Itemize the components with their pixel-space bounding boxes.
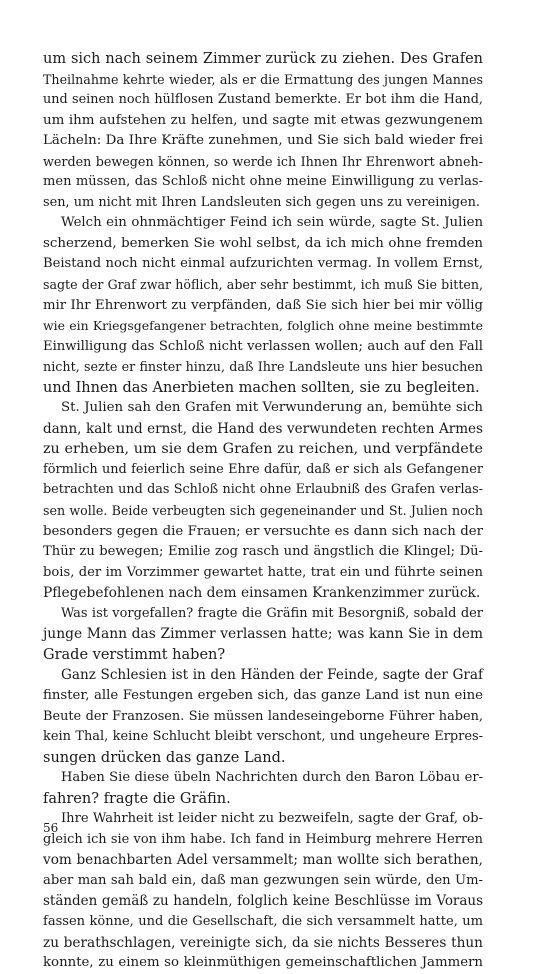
- text-line: vom benachbarten Adel versammelt; man wollte sich berathen,: [43, 852, 483, 869]
- text-line: förmlich und feierlich seine Ehre dafür, daß er sich als Gefangener: [43, 461, 483, 477]
- text-line: Lächeln: Da Ihre Kräfte zunehmen, und Sie sich bald wieder frei: [43, 133, 483, 149]
- text-line: und seinen noch hülflosen Zustand bemerkte. Er bot ihm die Hand,: [43, 92, 483, 108]
- text-line: mir Ihr Ehrenwort zu verpfänden, daß Sie sich hier bei mir völlig: [43, 297, 483, 313]
- text-line: scherzend, bemerken Sie wohl selbst, da ich mich ohne fremden: [43, 235, 483, 251]
- text-line: junge Mann das Zimmer verlassen hatte; was kann Sie in dem: [43, 626, 483, 643]
- body-text: [43, 49, 483, 974]
- text-line: zu erheben, um sie dem Grafen zu reichen, und verpfändete: [43, 441, 483, 458]
- text-line: Beistand noch nicht einmal aufzurichten vermag. In vollem Ernst,: [43, 256, 483, 272]
- text-line: Haben Sie diese übeln Nachrichten durch den Baron Löbau er-: [61, 770, 483, 786]
- text-line: fahren? fragte die Gräfin.: [43, 790, 231, 807]
- text-line: und Ihnen das Anerbieten machen sollten, sie zu begleiten.: [43, 379, 480, 396]
- page-number: 56: [43, 821, 59, 835]
- text-line: Ganz Schlesien ist in den Händen der Feinde, sagte der Graf: [61, 667, 483, 684]
- text-line: um ihm aufstehen zu helfen, und sagte mit etwas gezwungenem: [43, 112, 483, 128]
- text-line: um sich nach seinem Zimmer zurück zu ziehen. Des Grafen: [43, 51, 483, 67]
- text-line: Theilnahme kehrte wieder, als er die Ermattung des jungen Mannes: [43, 71, 483, 87]
- text-line: kein Thal, keine Schlucht bleibt verschont, und ungeheure Erpres-: [43, 729, 483, 745]
- text-line: wie ein Kriegsgefangener betrachten, folglich ohne meine bestimmte: [43, 318, 483, 334]
- text-line: Beute der Franzosen. Sie müssen landeseingeborne Führer haben,: [43, 708, 483, 724]
- text-line: aber man sah bald ein, daß man gezwungen sein würde, den Um-: [43, 872, 483, 888]
- text-line: dann, kalt und ernst, die Hand des verwundeten rechten Armes: [43, 420, 483, 437]
- text-line: Grade verstimmt haben?: [43, 646, 226, 663]
- text-line: Was ist vorgefallen? fragte die Gräfin mit Besorgniß, sobald der: [61, 605, 483, 621]
- text-line: ständen gemäß zu handeln, folglich keine Beschlüsse im Voraus: [43, 893, 483, 910]
- text-line: gleich ich sie von ihm habe. Ich fand in Heimburg mehrere Herren: [43, 831, 483, 847]
- text-line: nicht, sezte er finster hinzu, daß Ihre Landsleute uns hier besuchen: [43, 359, 483, 375]
- text-line: finster, alle Festungen ergeben sich, das ganze Land ist nun eine: [43, 687, 483, 703]
- text-line: sen wolle. Beide verbeugten sich gegeneinander und St. Julien noch: [43, 503, 483, 519]
- text-line: men müssen, das Schloß nicht ohne meine Einwilligung zu verlas-: [43, 174, 483, 190]
- text-line: Welch ein ohnmächtiger Feind ich sein würde, sagte St. Julien: [61, 215, 483, 231]
- text-line: bois, der im Vorzimmer gewartet hatte, trat ein und führte seinen: [43, 564, 483, 580]
- text-line: Einwilligung das Schloß nicht verlassen wollen; auch auf den Fall: [43, 338, 483, 354]
- text-line: Thür zu bewegen; Emilie zog rasch und ängstlich die Klingel; Dü-: [43, 544, 483, 560]
- text-line: betrachten und das Schloß nicht ohne Erlaubniß des Grafen verlas-: [43, 482, 483, 498]
- text-line: konnte, zu einem so kleinmüthigen gemeinschaftlichen Jammern: [43, 955, 483, 971]
- text-line: sungen drücken das ganze Land.: [43, 749, 286, 766]
- text-line: sagte der Graf zwar höflich, aber sehr bestimmt, ich muß Sie bitten,: [43, 277, 483, 293]
- text-line: Ihre Wahrheit ist leider nicht zu bezweifeln, sagte der Graf, ob-: [61, 811, 483, 827]
- text-line: werden bewegen können, so werde ich Ihnen Ihr Ehrenwort abneh-: [43, 153, 483, 169]
- text-line: fassen könne, und die Gesellschaft, die sich versammelt hatte, um: [43, 913, 483, 929]
- text-line: besonders gegen die Frauen; er versuchte es dann sich nach der: [43, 523, 483, 539]
- text-line: zu berathschlagen, vereinigte sich, da sie nichts Besseres thun: [43, 934, 483, 951]
- text-line: sen, um nicht mit Ihren Landsleuten sich gegen uns zu vereinigen.: [43, 194, 481, 210]
- text-line: Pflegebefohlenen nach dem einsamen Krankenzimmer zurück.: [43, 585, 481, 602]
- text-line: St. Julien sah den Grafen mit Verwunderung an, bemühte sich: [61, 400, 483, 416]
